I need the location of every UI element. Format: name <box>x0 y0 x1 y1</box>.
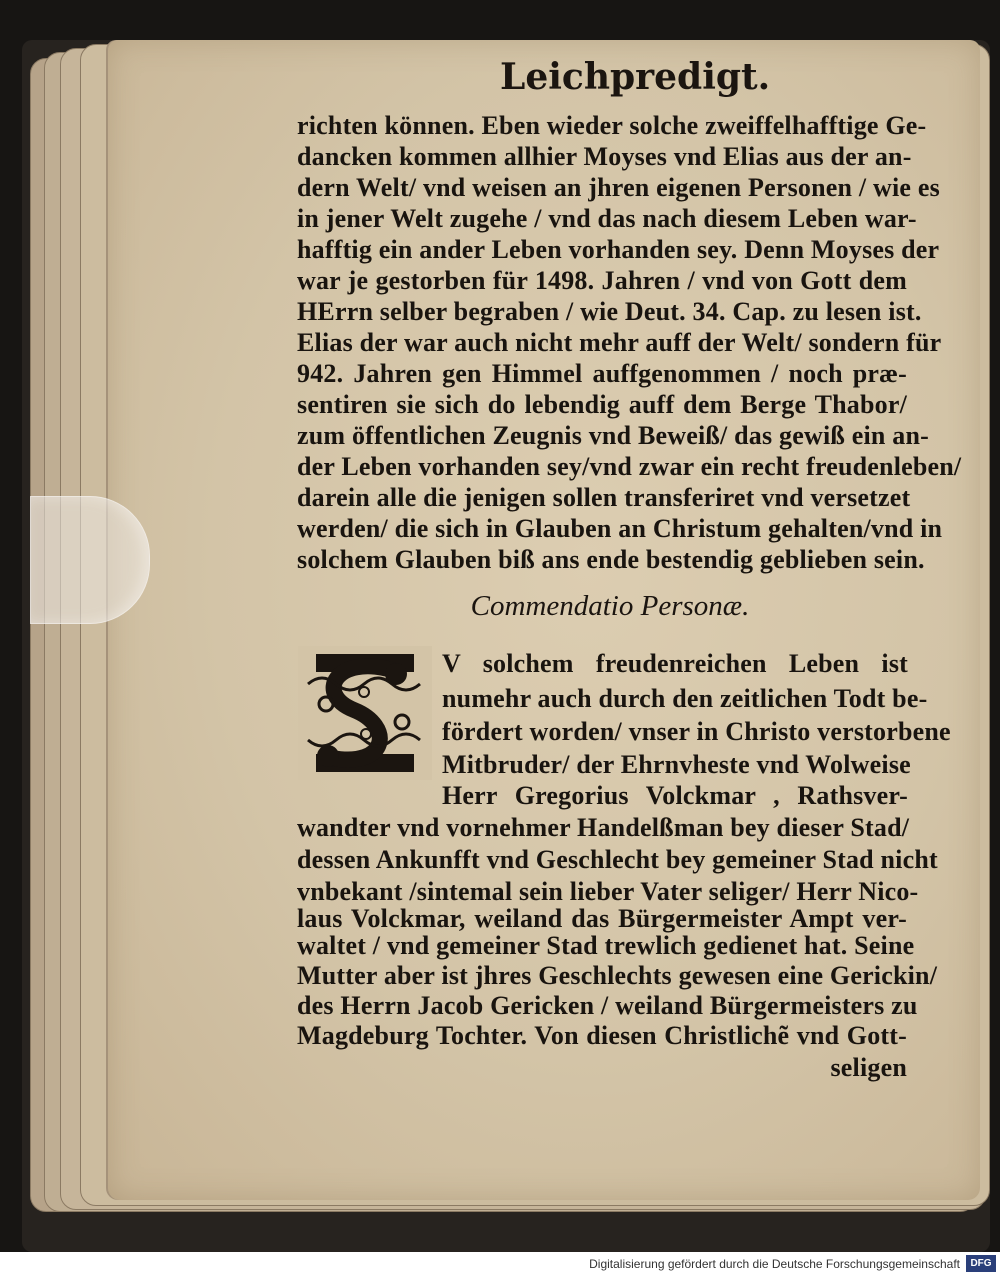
text-line: 942. Jahren gen Himmel auffgenommen / noch præ- <box>297 359 907 388</box>
text-line: des Herrn Jacob Gericken / weiland Bürgermeisters zu <box>297 991 918 1020</box>
decorated-initial <box>296 644 434 782</box>
text-line: dern Welt/ vnd weisen an jhren eigenen Personen / wie es <box>297 173 940 202</box>
text-line: der Leben vorhanden sey/vnd zwar ein recht freudenleben/ <box>297 452 962 481</box>
text-line: numehr auch durch den zeitlichen Todt be- <box>442 684 928 713</box>
text-line: sentiren sie sich do lebendig auff dem Berge Thabor/ <box>297 390 907 419</box>
footer-bar <box>0 1252 1000 1276</box>
page-clip <box>30 496 150 624</box>
dfg-logo: DFG <box>966 1255 996 1272</box>
text-line: HErrn selber begraben / wie Deut. 34. Cap. zu lesen ist. <box>297 297 922 326</box>
text-line: V solchem freudenreichen Leben ist <box>442 649 908 678</box>
text-line: richten können. Eben wieder solche zweiffelhafftige Ge- <box>297 111 927 140</box>
text-line: war je gestorben für 1498. Jahren / vnd von Gott dem <box>297 266 907 295</box>
text-line: Magdeburg Tochter. Von diesen Christlichẽ vnd Gott- <box>297 1021 907 1050</box>
text-line: Elias der war auch nicht mehr auff der Welt/ sondern für <box>297 328 942 357</box>
text-line: dancken kommen allhier Moyses vnd Elias aus der an- <box>297 142 912 171</box>
text-line: dessen Ankunfft vnd Geschlecht bey gemeiner Stad nicht <box>297 845 938 874</box>
section-title: Commendatio Personæ. <box>470 590 750 622</box>
text-line: vnbekant /sintemal sein lieber Vater seliger/ Herr Nico- <box>297 877 919 906</box>
running-header: Leichpredigt. <box>500 56 771 98</box>
catchword: seligen <box>830 1053 907 1082</box>
text-line: wandter vnd vornehmer Handelßman bey dieser Stad/ <box>297 813 910 842</box>
text-line: fördert worden/ vnser in Christo verstorbene <box>442 717 951 746</box>
text-line: werden/ die sich in Glauben an Christum gehalten/vnd in <box>297 514 943 543</box>
text-line: Mutter aber ist jhres Geschlechts gewesen eine Gerickin/ <box>297 961 938 990</box>
text-line: laus Volckmar, weiland das Bürgermeister Ampt ver- <box>297 904 907 933</box>
text-line: zum öffentlichen Zeugnis vnd Beweiß/ das gewiß ein an- <box>297 421 929 450</box>
footer-credit: Digitalisierung gefördert durch die Deutsche Forschungsgemeinschaft <box>589 1257 960 1271</box>
text-line: in jener Welt zugehe / vnd das nach diesem Leben war- <box>297 204 917 233</box>
text-line: darein alle die jenigen sollen transferiret vnd versetzet <box>297 483 911 512</box>
text-line: hafftig ein ander Leben vorhanden sey. Denn Moyses der <box>297 235 940 264</box>
text-line: waltet / vnd gemeiner Stad trewlich gedienet hat. Seine <box>297 931 915 960</box>
text-line: Mitbruder/ der Ehrnvheste vnd Wolweise <box>442 750 911 779</box>
text-line: Herr Gregorius Volckmar , Rathsver- <box>442 781 908 810</box>
text-line: solchem Glauben biß ans ende bestendig geblieben sein. <box>297 545 925 574</box>
